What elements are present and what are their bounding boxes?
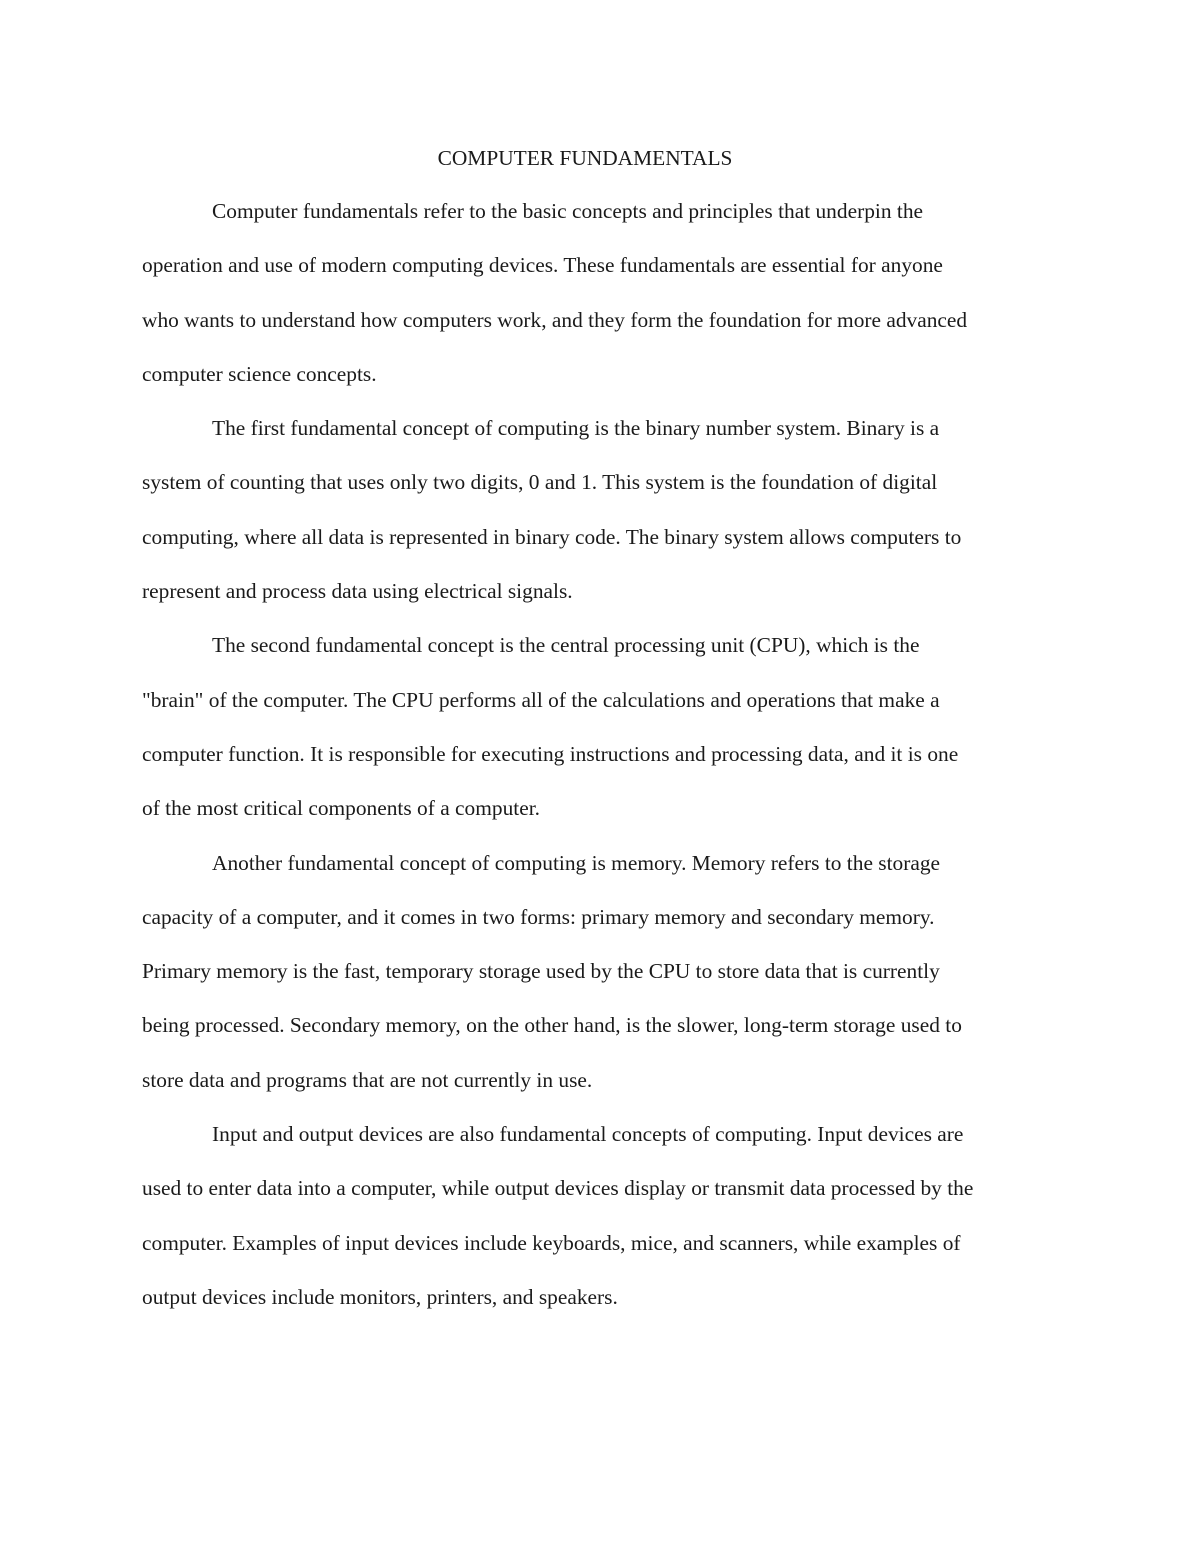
paragraph-line: Computer fundamentals refer to the basic concepts and principles that underpin the — [212, 199, 924, 223]
paragraph-line: represent and process data using electrical signals. — [142, 579, 573, 604]
paragraph-line: "brain" of the computer. The CPU performs all of the calculations and operations that make a — [142, 687, 940, 712]
title-spacer — [142, 176, 1062, 184]
paragraph-line: computer science concepts. — [142, 361, 377, 386]
document-body — [142, 140, 1062, 1324]
paragraph-line: The first fundamental concept of computing is the binary number system. Binary is a — [212, 416, 940, 441]
paragraph-line: Input and output devices are also fundamental concepts of computing. Input devices are — [212, 1122, 964, 1147]
document-title: COMPUTER FUNDAMENTALS — [437, 146, 733, 170]
paragraph-line: computer. Examples of input devices include keyboards, mice, and scanners, while examples of — [142, 1230, 961, 1255]
paragraph-line: Primary memory is the fast, temporary storage used by the CPU to store data that is currently — [142, 959, 940, 984]
paragraph-line: who wants to understand how computers work, and they form the foundation for more advanced — [142, 307, 968, 332]
paragraph-line: computing, where all data is represented in binary code. The binary system allows computers to — [142, 524, 962, 549]
paragraph-memory — [142, 836, 1062, 1107]
paragraph-line: used to enter data into a computer, while output devices display or transmit data processed by the — [142, 1176, 974, 1201]
paragraph-line: Another fundamental concept of computing is memory. Memory refers to the storage — [212, 850, 941, 875]
paragraph-line: system of counting that uses only two digits, 0 and 1. This system is the foundation of digital — [142, 470, 938, 495]
paragraph-intro — [142, 184, 1062, 401]
paragraph-line: capacity of a computer, and it comes in two forms: primary memory and secondary memory. — [142, 904, 935, 929]
paragraph-line: store data and programs that are not currently in use. — [142, 1067, 593, 1092]
paragraph-binary — [142, 401, 1062, 618]
paragraph-io-devices — [142, 1107, 1062, 1324]
paragraph-line: computer function. It is responsible for executing instructions and processing data, and it is one — [142, 741, 959, 766]
paragraph-line: The second fundamental concept is the central processing unit (CPU), which is the — [212, 633, 920, 658]
paragraph-line: being processed. Secondary memory, on the other hand, is the slower, long-term storage used to — [142, 1013, 962, 1038]
paragraph-line: operation and use of modern computing devices. These fundamentals are essential for anyone — [142, 253, 943, 278]
paragraph-line: output devices include monitors, printers, and speakers. — [142, 1284, 618, 1309]
paragraph-cpu — [142, 618, 1062, 835]
paragraph-line: of the most critical components of a computer. — [142, 796, 540, 821]
